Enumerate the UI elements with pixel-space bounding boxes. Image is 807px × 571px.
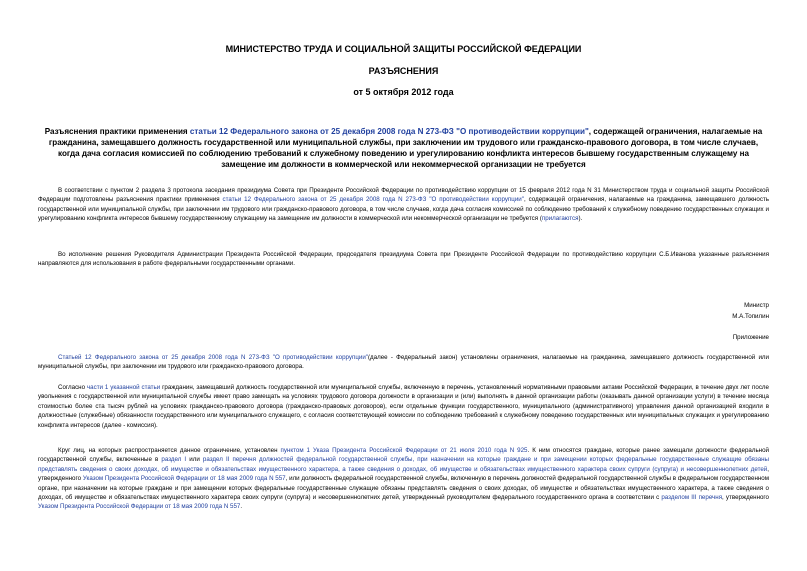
- appendix-label: Приложение: [732, 334, 769, 341]
- appendix-p1-law-link[interactable]: Статьей 12 Федерального закона от 25 декабря 2008 года N 273-ФЗ "О противодействии коррупции": [58, 354, 368, 361]
- intro-paragraph-1: [38, 186, 769, 224]
- appendix-p3-section-3-link[interactable]: разделом III перечня: [661, 494, 723, 502]
- appendix-p3-decree-557-link[interactable]: Указом Президента Российской Федерации от 18 мая 2009 года N 557: [82, 475, 286, 483]
- subject-law-link[interactable]: статьи 12 Федерального закона от 25 декабря 2008 года N 273-ФЗ "О противодействии коррупции": [189, 127, 589, 136]
- appendix-p3-text-2: . К ним относятся граждане, которые ранее замещали должности федеральной государственной службы, включенные в: [38, 447, 769, 464]
- appendix-p3-decree-557-link-2[interactable]: Указом Президента Российской Федерации от 18 мая 2009 года N 557: [38, 503, 241, 511]
- appendix-paragraph-1: [38, 353, 769, 372]
- appendix-p2-text-start: Согласно: [58, 384, 87, 391]
- appendix-p3-text-5: , или должность федеральной государственной службы, включенную в перечень должностей федеральной государственной службы в федеральном государственном органе, при назначении на которые граждане и при замещении которых федеральные государственные служащие обязаны представлять сведения о своих доходах, об имуществе и обязательствах имущественного характера, а также сведения о доходах, об имуществе и обязательствах имущественного характера своих супруги (супруга) и несовершеннолетних детей, утвержденный руководителем федерального государственного органа в соответствии с: [38, 475, 769, 502]
- appendix-p3-decree-925-link[interactable]: пунктом 1 Указа Президента Российской Федерации от 21 июля 2010 года N 925: [280, 447, 528, 454]
- appendix-p3-text-6: , утвержденного: [722, 494, 769, 502]
- document-type-heading: РАЗЪЯСНЕНИЯ: [368, 66, 439, 76]
- intro-paragraph-2: Во исполнение решения Руководителя Администрации Президента Российской Федерации, председателя президиума Совета при Президенте Российской Федерации по противодействию коррупции С.Б.Иванова указанные разъяснения направляются для использования в работе федеральными государственными органами.: [38, 251, 769, 268]
- appendix-p3-text-4: , утвержденного: [38, 465, 769, 483]
- subject-text-start: Разъяснения практики применения: [44, 127, 190, 136]
- document-subject: [38, 126, 769, 170]
- signature-role: Министр: [744, 302, 769, 309]
- appendix-p3-text-7: .: [240, 503, 243, 511]
- appendix-p3-text-3: или: [186, 456, 203, 464]
- intro-p1-text-end: ).: [578, 215, 583, 223]
- document-date: от 5 октября 2012 года: [353, 87, 454, 97]
- intro-p1-text-start: В соответствии с пунктом 2 раздела 3 протокола заседания президиума Совета при Президенте Российской Федерации по противодействию коррупции от 15 февраля 2012 года N 31 Министерством труда и социальной защиты Российской Федерации подготовлены разъяснения практики применения: [38, 187, 770, 204]
- ministry-heading: МИНИСТЕРСТВО ТРУДА И СОЦИАЛЬНОЙ ЗАЩИТЫ РОССИЙСКОЙ ФЕДЕРАЦИИ: [225, 44, 582, 54]
- subject-text-end: , содержащей ограничения, налагаемые на гражданина, замещавшего должность государственной или муниципальной службы, при заключении им трудового или гражданско-правового договора, в том числе случаев, когда дача согласия комиссией по соблюдению требований к служебному поведению и урегулированию конфликта интересов бывшему государственным служащему на замещение им должности в коммерческой или некоммерческой организации не требуется: [48, 127, 763, 169]
- appendix-p3-text-1: Круг лиц, на которых распространяется данное ограничение, установлен: [58, 447, 281, 454]
- intro-p1-attached-link[interactable]: прилагаются: [541, 215, 579, 223]
- appendix-p3-section-2-link[interactable]: раздел II перечня должностей федеральной государственной службы, при назначении на которые граждане и при замещении которых федеральные государственные служащие обязаны представлять сведения о своих доходах, об имуществе и обязательствах имущественного характера, а также сведения о доходах, об имуществе и обязательствах имущественного характера своих супруги (супруга) и несовершеннолетних детей: [38, 456, 770, 473]
- intro-p1-law-link[interactable]: статьи 12 Федерального закона от 25 декабря 2008 года N 273-ФЗ "О противодействии коррупции": [222, 196, 524, 204]
- signature-name: М.А.Топилин: [732, 313, 769, 320]
- appendix-paragraph-3: [38, 446, 769, 512]
- appendix-p3-section-1-link[interactable]: раздел I: [161, 456, 187, 464]
- intro-p1-text-mid: , содержащей ограничения, налагаемые на гражданина, замещавшего должность государственной или муниципальной службы, при заключении им трудового или гражданско-правового договора, в том числе случаев, когда дача согласия комиссией по соблюдению требований к служебному поведению государственных служащих и урегулированию конфликта интересов бывшему государственному служащему на замещение им должности в коммерческой или некоммерческой организации не требуется (: [38, 196, 769, 223]
- appendix-p1-text: (далее - Федеральный закон) установлены ограничения, налагаемые на гражданина, замещавшего должность государственной или муниципальной службы, при заключении им трудового или гражданско-правового договора.: [38, 354, 769, 371]
- appendix-p2-text-end: гражданин, замещавший должность государственной или муниципальной службы, включенную в перечень, установленный нормативными правовыми актами Российской Федерации, в течение двух лет после увольнения с государственной или муниципальной службы имеет право замещать на условиях трудового договора должности в организации и (или) выполнять в данной организации работы (оказывать данной организации услуги) в течение месяца стоимостью более ста тысяч рублей на условиях гражданско-правового договора (гражданско-правовых договоров), если отдельные функции государственного, муниципального (административного) управления данной организацией входили в должностные (служебные) обязанности государственного или муниципального служащего, с согласия соответствующей комиссии по соблюдению требований к служебному поведению государственных или муниципальных служащих и урегулированию конфликта интересов (далее - комиссия).: [38, 384, 769, 429]
- appendix-paragraph-2: [38, 383, 769, 430]
- appendix-p2-article-part-link[interactable]: части 1 указанной статьи: [86, 384, 161, 391]
